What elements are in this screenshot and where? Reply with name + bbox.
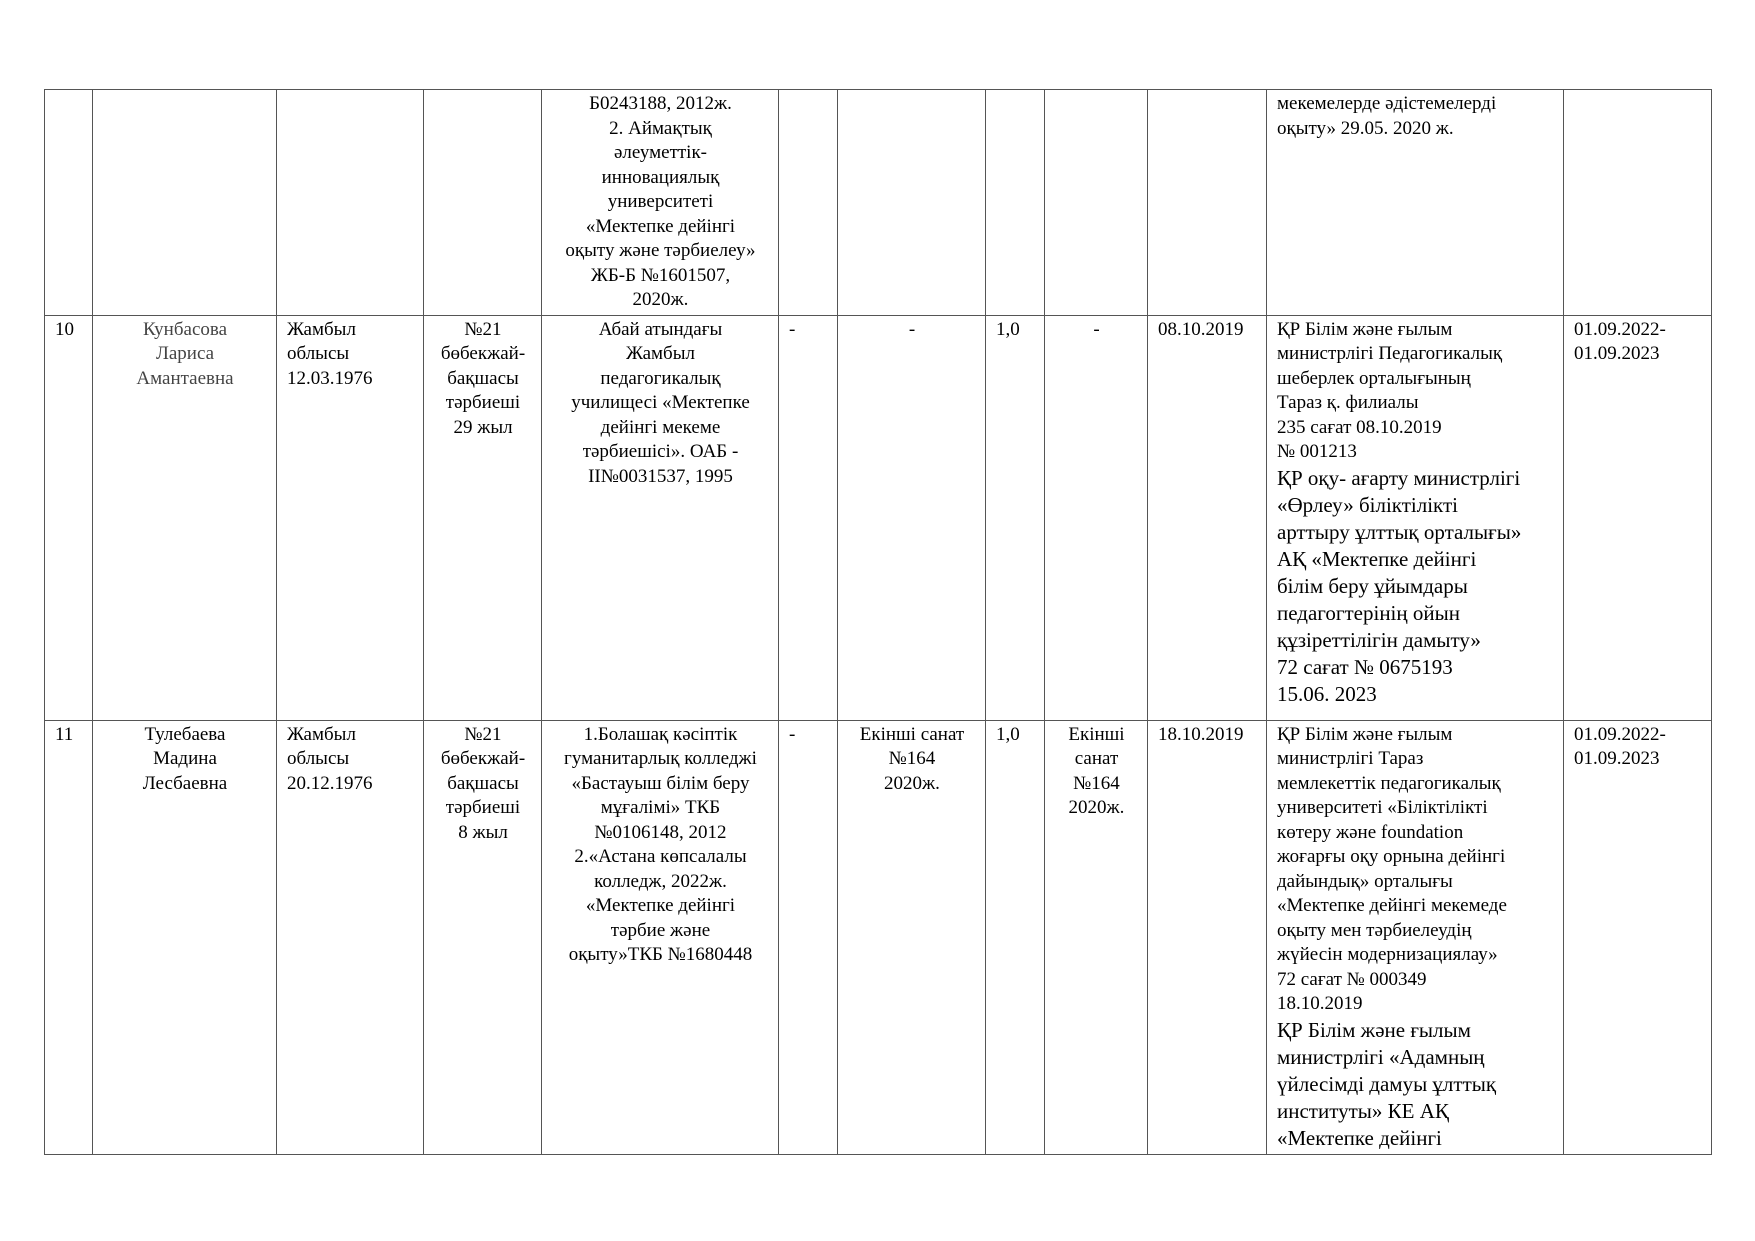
period-cell: 01.09.2022- 01.09.2023	[1564, 720, 1712, 1154]
row-number-cell: 10	[45, 315, 93, 720]
col6-cell	[779, 90, 838, 316]
birth-cell	[277, 90, 424, 316]
period-cell: 01.09.2022- 01.09.2023	[1564, 315, 1712, 720]
col9-cell: -	[1045, 315, 1148, 720]
position-cell: №21 бөбекжай- бақшасы тәрбиеші 29 жыл	[424, 315, 542, 720]
courses-cell: ҚР Білім және ғылым министрлігі Педагогикалық шеберлек орталығының Тараз қ. филиалы 235 сағат 08.10.2019 № 001213 ҚР оқу- ағарту министрлігі «Өрлеу» біліктілікті арттыру ұлттық орталығы» АҚ «Мектепке дейінгі білім беру ұйымдары педагогтерінің ойын құзіреттілігін дамыту» 72 сағат № 0675193 15.06. 2023	[1267, 315, 1564, 720]
table-row	[45, 90, 1712, 316]
rate-cell: 1,0	[986, 315, 1045, 720]
date-cell	[1148, 90, 1267, 316]
date-cell: 08.10.2019	[1148, 315, 1267, 720]
birth-cell: Жамбыл облысы 20.12.1976	[277, 720, 424, 1154]
education-cell: 1.Болашақ кәсіптік гуманитарлық колледжі «Бастауыш білім беру мұғалімі» ТКБ №0106148, 2012 2.«Астана көпсалалы колледж, 2022ж. «Мектепке дейінгі тәрбие және оқыту»ТКБ №1680448	[542, 720, 779, 1154]
table-row	[45, 720, 1712, 1154]
row-number-cell	[45, 90, 93, 316]
education-cell: Абай атындағы Жамбыл педагогикалық училищесі «Мектепке дейінгі мекеме тәрбиешісі». ОАБ - ІІ№0031537, 1995	[542, 315, 779, 720]
col6-cell: -	[779, 720, 838, 1154]
col7-cell: Екінші санат №164 2020ж.	[838, 720, 986, 1154]
table-row	[45, 315, 1712, 720]
position-cell: №21 бөбекжай- бақшасы тәрбиеші 8 жыл	[424, 720, 542, 1154]
name-cell	[93, 90, 277, 316]
col7-cell: -	[838, 315, 986, 720]
row-number-cell: 11	[45, 720, 93, 1154]
col9-cell: Екінші санат №164 2020ж.	[1045, 720, 1148, 1154]
courses-cell: мекемелерде әдістемелерді оқыту» 29.05. 2020 ж.	[1267, 90, 1564, 316]
birth-cell: Жамбыл облысы 12.03.1976	[277, 315, 424, 720]
date-cell: 18.10.2019	[1148, 720, 1267, 1154]
courses-cell: ҚР Білім және ғылым министрлігі Тараз мемлекеттік педагогикалық университеті «Біліктілікті көтеру және foundation жоғарғы оқу орнына дейінгі дайындық» орталығы «Мектепке дейінгі мекемеде оқыту мен тәрбиелеудің жүйесін модернизациялау» 72 сағат № 000349 18.10.2019 ҚР Білім және ғылым министрлігі «Адамның үйлесімді дамуы ұлттық институты» КЕ АҚ «Мектепке дейінгі	[1267, 720, 1564, 1154]
name-cell: Тулебаева Мадина Лесбаевна	[93, 720, 277, 1154]
col6-cell: -	[779, 315, 838, 720]
name-cell: Кунбасова Лариса Амантаевна	[93, 315, 277, 720]
rate-cell	[986, 90, 1045, 316]
period-cell	[1564, 90, 1712, 316]
staff-table	[44, 89, 1712, 1155]
education-cell: Б0243188, 2012ж. 2. Аймақтық әлеуметтік- инновациялық университеті «Мектепке дейінгі оқыту және тәрбиелеу» ЖБ-Б №1601507, 2020ж.	[542, 90, 779, 316]
col7-cell	[838, 90, 986, 316]
position-cell	[424, 90, 542, 316]
rate-cell: 1,0	[986, 720, 1045, 1154]
col9-cell	[1045, 90, 1148, 316]
